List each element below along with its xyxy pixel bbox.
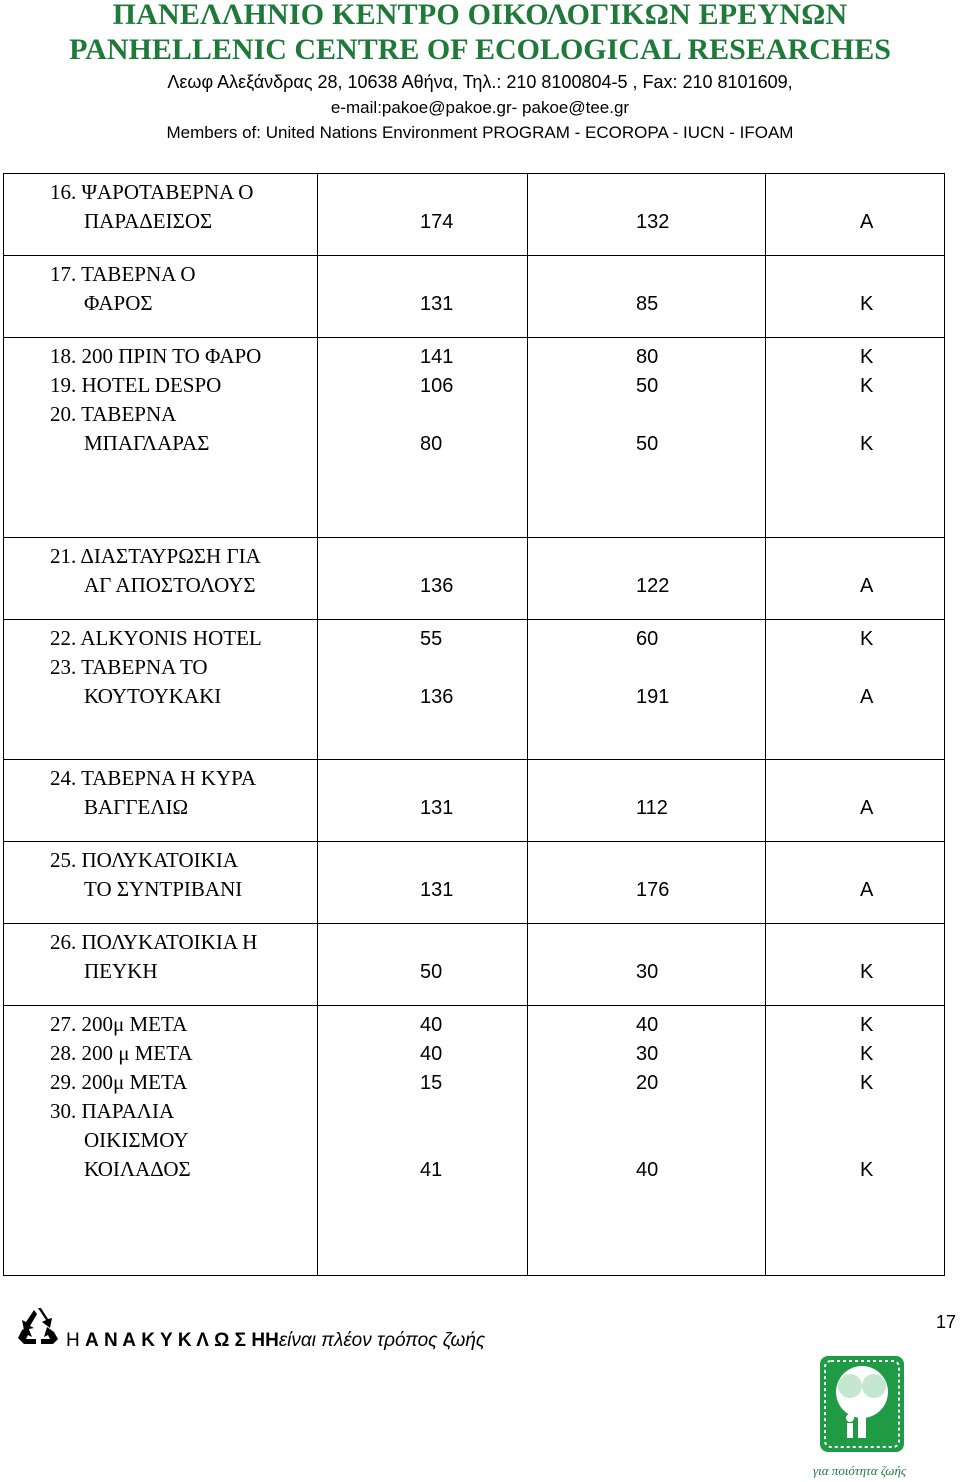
category: Κ: [860, 628, 874, 650]
value-a: 141: [420, 346, 454, 368]
value-a: 15: [420, 1072, 443, 1094]
value-a-cell: [318, 1006, 528, 1276]
location-name-line: 29. 200μ ΜΕΤΑ: [50, 1070, 188, 1094]
value-a: 131: [420, 879, 454, 901]
org-email: e-mail:pakoe@pakoe.gr- pakoe@tee.gr: [330, 98, 630, 117]
category: Κ: [860, 1043, 874, 1065]
location-name-line: 25. ΠΟΛΥΚΑΤΟΙΚΙΑ: [50, 848, 238, 872]
category: Α: [860, 686, 874, 708]
value-a: 55: [420, 628, 443, 650]
measurements-table: [3, 173, 945, 1276]
value-a-cell: [318, 620, 528, 760]
table-row: [4, 256, 945, 338]
category: Κ: [860, 1072, 874, 1094]
org-title-english: PANHELLENIC CENTRE OF ECOLOGICAL RESEARCHES: [69, 33, 891, 66]
value-a-cell: [318, 760, 528, 842]
category-cell: [766, 338, 945, 538]
value-b: 20: [636, 1072, 659, 1094]
value-a: 50: [420, 961, 443, 983]
category: Κ: [860, 433, 874, 455]
category-cell: [766, 924, 945, 1006]
value-b-cell: [528, 1006, 766, 1276]
value-b-cell: [528, 538, 766, 620]
location-name-line: ΜΠΑΓΛΑΡΑΣ: [84, 431, 210, 455]
value-b-cell: [528, 924, 766, 1006]
category: Α: [860, 211, 874, 233]
category-cell: [766, 1006, 945, 1276]
value-b: 40: [636, 1014, 659, 1036]
location-name-line: 30. ΠΑΡΑΛΙΑ: [50, 1099, 175, 1123]
location-name-line: 21. ΔΙΑΣΤΑΥΡΩΣΗ ΓΙΑ: [50, 544, 261, 568]
category: Α: [860, 879, 874, 901]
value-b: 132: [636, 211, 670, 233]
location-name-line: 20. ΤΑΒΕΡΝΑ: [50, 402, 177, 426]
value-a-cell: [318, 924, 528, 1006]
location-name-line: ΠΕΥΚΗ: [84, 959, 158, 983]
category: Α: [860, 797, 874, 819]
value-b-cell: [528, 256, 766, 338]
location-cell: [4, 338, 318, 538]
location-cell: [4, 620, 318, 760]
category: Κ: [860, 1014, 874, 1036]
value-a: 131: [420, 797, 454, 819]
location-name-line: 18. 200 ΠΡΙΝ ΤΟ ΦΑΡΟ: [50, 344, 262, 368]
value-b-cell: [528, 620, 766, 760]
value-b-cell: [528, 842, 766, 924]
value-b: 122: [636, 575, 670, 597]
value-b: 112: [636, 797, 668, 819]
location-cell: [4, 842, 318, 924]
table-row: [4, 760, 945, 842]
value-a: 174: [420, 211, 454, 233]
table-row: [4, 620, 945, 760]
category: Κ: [860, 961, 874, 983]
table-row: [4, 538, 945, 620]
location-cell: [4, 256, 318, 338]
value-b: 80: [636, 346, 659, 368]
value-b-cell: [528, 338, 766, 538]
location-name-line: 23. ΤΑΒΕΡΝΑ ΤΟ: [50, 655, 208, 679]
value-b: 176: [636, 879, 670, 901]
tree-logo-slogan: για ποιότητα ζωής: [813, 1463, 907, 1478]
table-row: [4, 338, 945, 538]
value-a-cell: [318, 338, 528, 538]
value-a-cell: [318, 256, 528, 338]
value-a: 40: [420, 1043, 443, 1065]
table-row: [4, 842, 945, 924]
category-cell: [766, 620, 945, 760]
tree-logo-icon: [820, 1356, 904, 1452]
value-b: 40: [636, 1159, 659, 1181]
location-name-line: ΠΑΡΑΔΕΙΣΟΣ: [84, 209, 213, 233]
page-number: 17: [936, 1312, 957, 1332]
recycling-slogan: Η Α Ν Α Κ Υ Κ Λ Ω Σ ΗΗείναι πλέον τρόπος ζωής: [66, 1330, 486, 1351]
value-a: 131: [420, 293, 454, 315]
location-name-line: 17. ΤΑΒΕΡΝΑ Ο: [50, 262, 196, 286]
recycle-icon: [16, 1306, 60, 1346]
value-a-cell: [318, 842, 528, 924]
location-cell: [4, 924, 318, 1006]
value-a: 80: [420, 433, 443, 455]
location-name-line: 28. 200 μ ΜΕΤΑ: [50, 1041, 193, 1065]
value-b: 85: [636, 293, 659, 315]
location-name-line: ΤΟ ΣΥΝΤΡΙΒΑΝΙ: [84, 877, 243, 901]
value-b-cell: [528, 174, 766, 256]
category-cell: [766, 256, 945, 338]
value-b: 50: [636, 375, 659, 397]
location-name-line: ΚΟΥΤΟΥΚΑΚΙ: [84, 684, 222, 708]
org-title-greek: ΠΑΝΕΛΛΗΝΙΟ ΚΕΝΤΡΟ ΟΙΚΟΛΟΓΙΚΩΝ ΕΡΕΥΝΩΝ: [112, 0, 848, 31]
location-name-line: 27. 200μ ΜΕΤΑ: [50, 1012, 188, 1036]
location-name-line: ΦΑΡΟΣ: [84, 291, 153, 315]
value-a-cell: [318, 538, 528, 620]
value-b: 30: [636, 961, 659, 983]
location-cell: [4, 760, 318, 842]
value-b: 191: [636, 686, 670, 708]
org-address: Λεωφ Αλεξάνδρας 28, 10638 Αθήνα, Τηλ.: 210 8100804-5 , Fax: 210 8101609,: [167, 72, 793, 92]
category: Α: [860, 575, 874, 597]
location-name-line: 16. ΨΑΡΟΤΑΒΕΡΝΑ Ο: [50, 180, 254, 204]
category-cell: [766, 174, 945, 256]
value-b: 30: [636, 1043, 659, 1065]
location-name-line: 24. ΤΑΒΕΡΝΑ Η ΚΥΡΑ: [50, 766, 257, 790]
category: Κ: [860, 346, 874, 368]
category-cell: [766, 538, 945, 620]
location-name-line: 26. ΠΟΛΥΚΑΤΟΙΚΙΑ Η: [50, 930, 258, 954]
value-a-cell: [318, 174, 528, 256]
category: Κ: [860, 293, 874, 315]
table-row: [4, 924, 945, 1006]
value-a: 106: [420, 375, 454, 397]
value-b: 50: [636, 433, 659, 455]
category-cell: [766, 842, 945, 924]
location-name-line: ΑΓ ΑΠΟΣΤΟΛΟΥΣ: [84, 573, 256, 597]
table-row: [4, 174, 945, 256]
category-cell: [766, 760, 945, 842]
value-a: 40: [420, 1014, 443, 1036]
value-b-cell: [528, 760, 766, 842]
location-cell: [4, 1006, 318, 1276]
org-memberships: Members of: United Nations Environment PROGRAM - ECOROPA - IUCN - IFOAM: [166, 123, 794, 142]
location-name-line: 22. ALKYONIS HOTEL: [50, 626, 262, 650]
location-name-line: 19. HOTEL DESPO: [50, 373, 222, 397]
location-name-line: ΚΟΙΛΑΔΟΣ: [84, 1157, 191, 1181]
location-cell: [4, 538, 318, 620]
location-cell: [4, 174, 318, 256]
location-name-line: ΒΑΓΓΕΛΙΩ: [84, 795, 189, 819]
value-a: 136: [420, 686, 454, 708]
location-name-line: ΟΙΚΙΣΜΟΥ: [84, 1128, 189, 1152]
value-a: 136: [420, 575, 454, 597]
category: Κ: [860, 1159, 874, 1181]
table-row: [4, 1006, 945, 1276]
value-b: 60: [636, 628, 659, 650]
category: Κ: [860, 375, 874, 397]
value-a: 41: [420, 1159, 443, 1181]
